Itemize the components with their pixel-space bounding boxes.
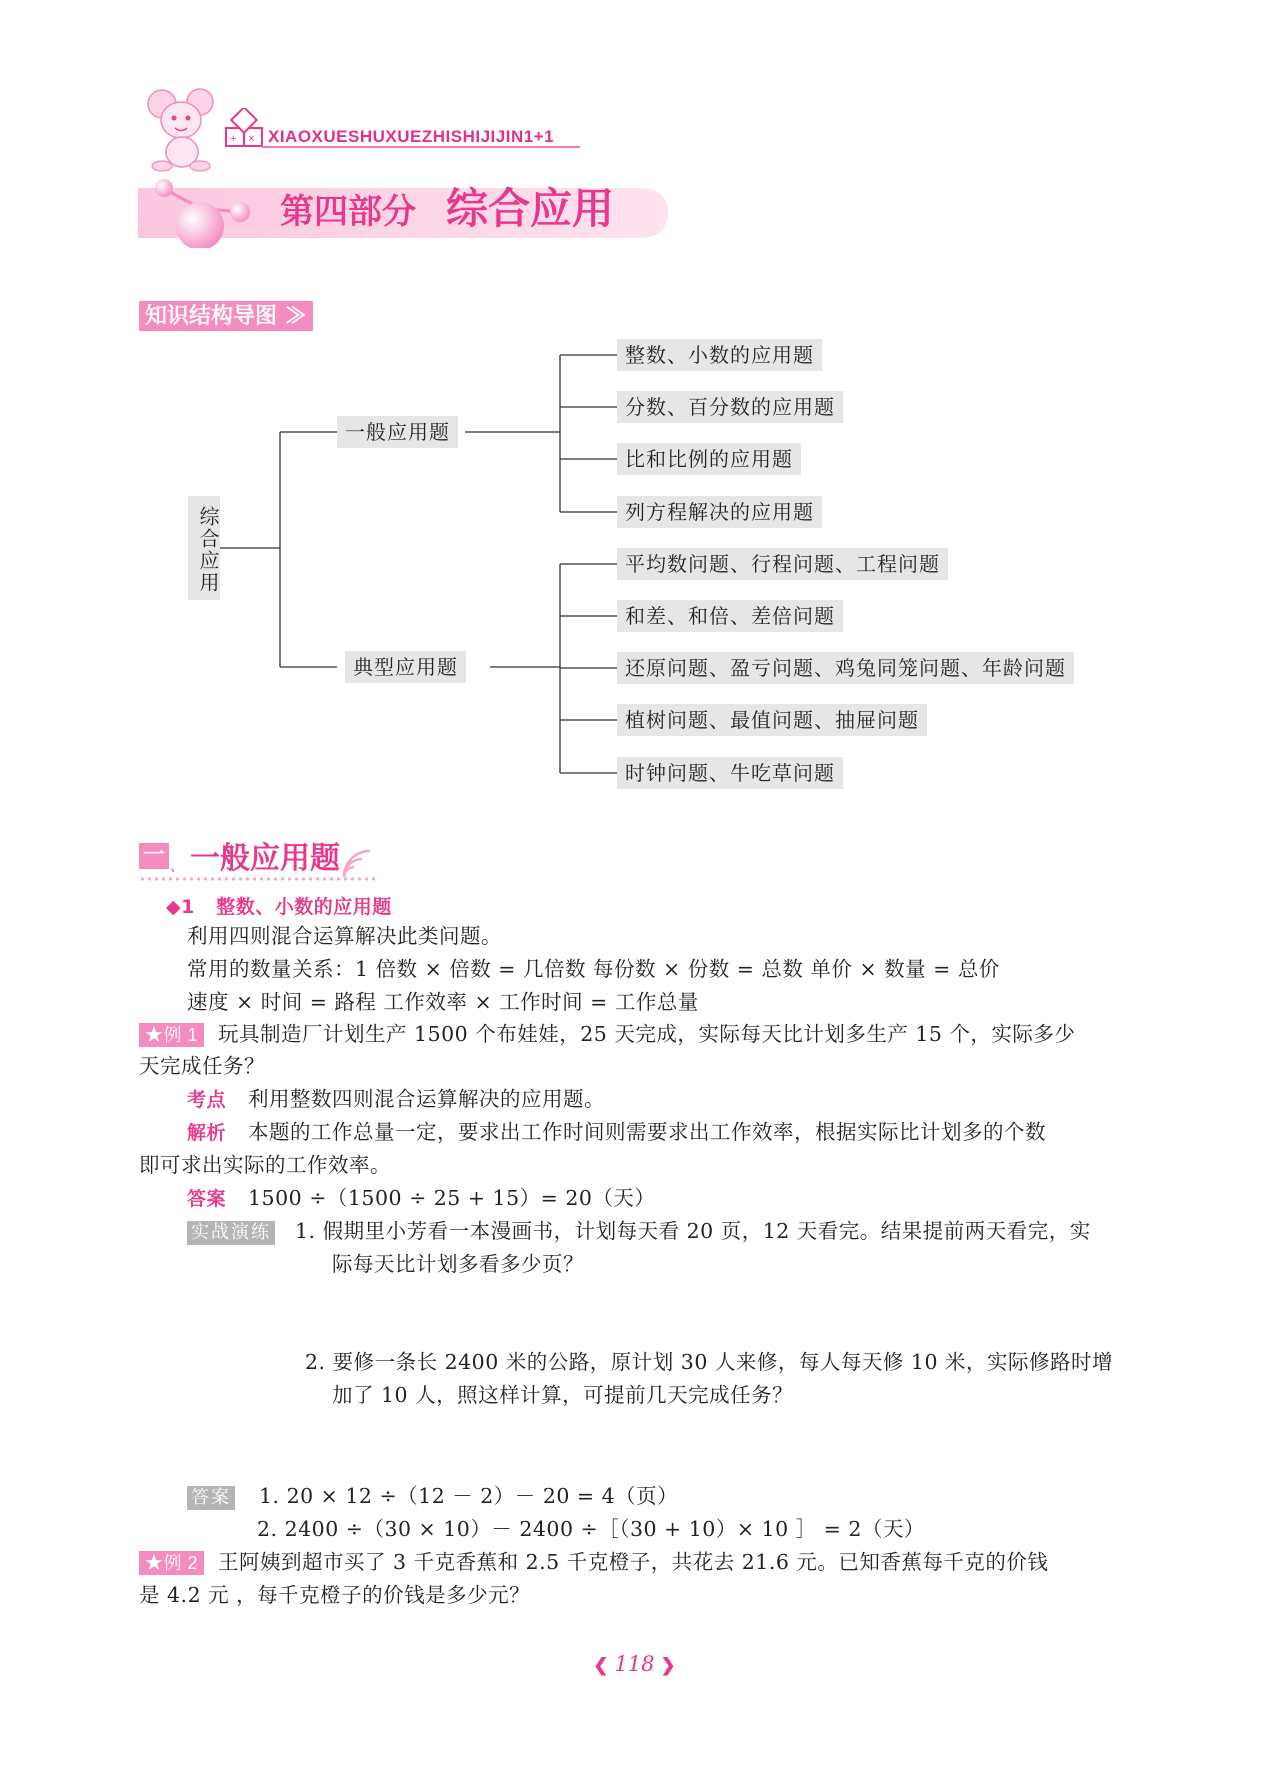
series-rule — [262, 146, 580, 148]
intro-line-3: 速度 × 时间 = 路程 工作效率 × 工作时间 = 工作总量 — [187, 990, 699, 1014]
point-text: 利用整数四则混合运算解决的应用题。 — [248, 1087, 606, 1111]
example2-tag: ★例 2 — [139, 1551, 204, 1575]
leaf-restore-profit-age: 还原问题、盈亏问题、鸡兔同笼问题、年龄问题 — [617, 652, 1074, 684]
svg-text:+: + — [230, 133, 237, 145]
practice-q2-line2: 加了 10 人，照这样计算，可提前几天完成任务？ — [332, 1383, 794, 1407]
answer-text: 1500 ÷（1500 ÷ 25 + 15）= 20（天） — [248, 1186, 656, 1210]
subsection-title: 整数、小数的应用题 — [216, 896, 392, 918]
example1-question-line2: 天完成任务？ — [139, 1054, 265, 1078]
subsection-marker: ◆1 — [166, 896, 195, 918]
leaf-ratio: 比和比例的应用题 — [617, 443, 801, 475]
point-label: 考点 — [187, 1089, 227, 1111]
practice-tag: 实战演练 — [187, 1221, 275, 1245]
example1-tag: ★例 1 — [139, 1023, 204, 1047]
leaf-equation: 列方程解决的应用题 — [617, 496, 822, 528]
section-title: 一般应用题 — [190, 841, 340, 876]
practice-q1 — [187, 1215, 1091, 1247]
leaf-tree-extreme-drawer: 植树问题、最值问题、抽屉问题 — [617, 704, 927, 736]
leaf-fraction-percent: 分数、百分数的应用题 — [617, 391, 843, 423]
page-number: 118 — [614, 1652, 655, 1676]
branch-typical: 典型应用题 — [345, 651, 466, 683]
page-footer — [0, 1652, 1269, 1676]
practice-answer-tag: 答案 — [187, 1486, 235, 1510]
subsection-heading — [166, 891, 392, 923]
example2-line1: 王阿姨到超市买了 3 千克香蕉和 2.5 千克橙子，共花去 21.6 元。已知香蕉每千克的价钱 — [218, 1550, 1049, 1574]
svg-text:×: × — [248, 133, 255, 145]
series-title: XIAOXUESHUXUEZHISHIJIJIN1+1 — [268, 127, 555, 146]
toy-blocks-icon — [224, 108, 266, 150]
leaf-sum-difference: 和差、和倍、差倍问题 — [617, 600, 843, 632]
example1-question-line1: 玩具制造厂计划生产 1500 个布娃娃，25 天完成，实际每天比计划多生产 15 个，实际多少 — [218, 1022, 1076, 1046]
example2-line2: 是 4.2 元 ，每千克橙子的价钱是多少元？ — [139, 1583, 531, 1607]
answer-label: 答案 — [187, 1188, 227, 1210]
section-number: 一 — [139, 843, 169, 869]
chevron-right-icon: ❯ — [660, 1655, 676, 1676]
knowledge-map-tag: 知识结构导图 ≫ — [139, 301, 313, 331]
practice-q2-line1: 2. 要修一条长 2400 米的公路，原计划 30 人来修，每人每天修 10 米，实际修路时增 — [305, 1350, 1114, 1374]
example1-question — [139, 1018, 1075, 1050]
intro-line-1: 利用四则混合运算解决此类问题。 — [187, 924, 502, 948]
leaf-clock-cow: 时钟问题、牛吃草问题 — [617, 757, 843, 789]
practice-answer-2: 2. 2400 ÷（30 × 10）－ 2400 ÷［（30 + 10）× 10 ］ = 2（天） — [257, 1517, 925, 1541]
example1-analysis — [187, 1116, 1046, 1149]
example2-question — [139, 1546, 1048, 1578]
part-name: 综合应用 — [446, 184, 615, 233]
chevron-left-icon: ❮ — [593, 1655, 609, 1676]
practice-answer-1-text: 1. 20 × 12 ÷（12 － 2）－ 20 = 4（页） — [259, 1484, 679, 1508]
practice-q1-line2: 际每天比计划多看多少页？ — [332, 1252, 584, 1276]
part-title — [280, 176, 614, 236]
mind-map-root: 综合应用 — [188, 496, 220, 600]
example1-point — [187, 1083, 605, 1116]
analysis-label: 解析 — [187, 1122, 227, 1144]
leaf-average-travel-work: 平均数问题、行程问题、工程问题 — [617, 548, 948, 580]
analysis-line2: 即可求出实际的工作效率。 — [139, 1153, 391, 1177]
branch-general: 一般应用题 — [337, 416, 458, 448]
mouse-mascot-icon — [140, 82, 222, 172]
leaf-integer-decimal: 整数、小数的应用题 — [617, 339, 822, 371]
practice-answer-1 — [187, 1480, 678, 1512]
intro-line-2: 常用的数量关系：1 倍数 × 倍数 = 几倍数 每份数 × 份数 = 总数 单价 × 数量 = 总价 — [187, 957, 1000, 981]
wave-decoration-icon — [340, 845, 386, 881]
section-separator: 、 — [170, 859, 184, 875]
example1-answer — [187, 1182, 655, 1215]
analysis-line1: 本题的工作总量一定，要求出工作时间则需要求出工作效率，根据实际比计划多的个数 — [248, 1120, 1047, 1144]
part-label: 第四部分 — [280, 192, 416, 232]
practice-q1-line1: 1. 假期里小芳看一本漫画书，计划每天看 20 页，12 天看完。结果提前两天看完，实 — [295, 1219, 1091, 1243]
